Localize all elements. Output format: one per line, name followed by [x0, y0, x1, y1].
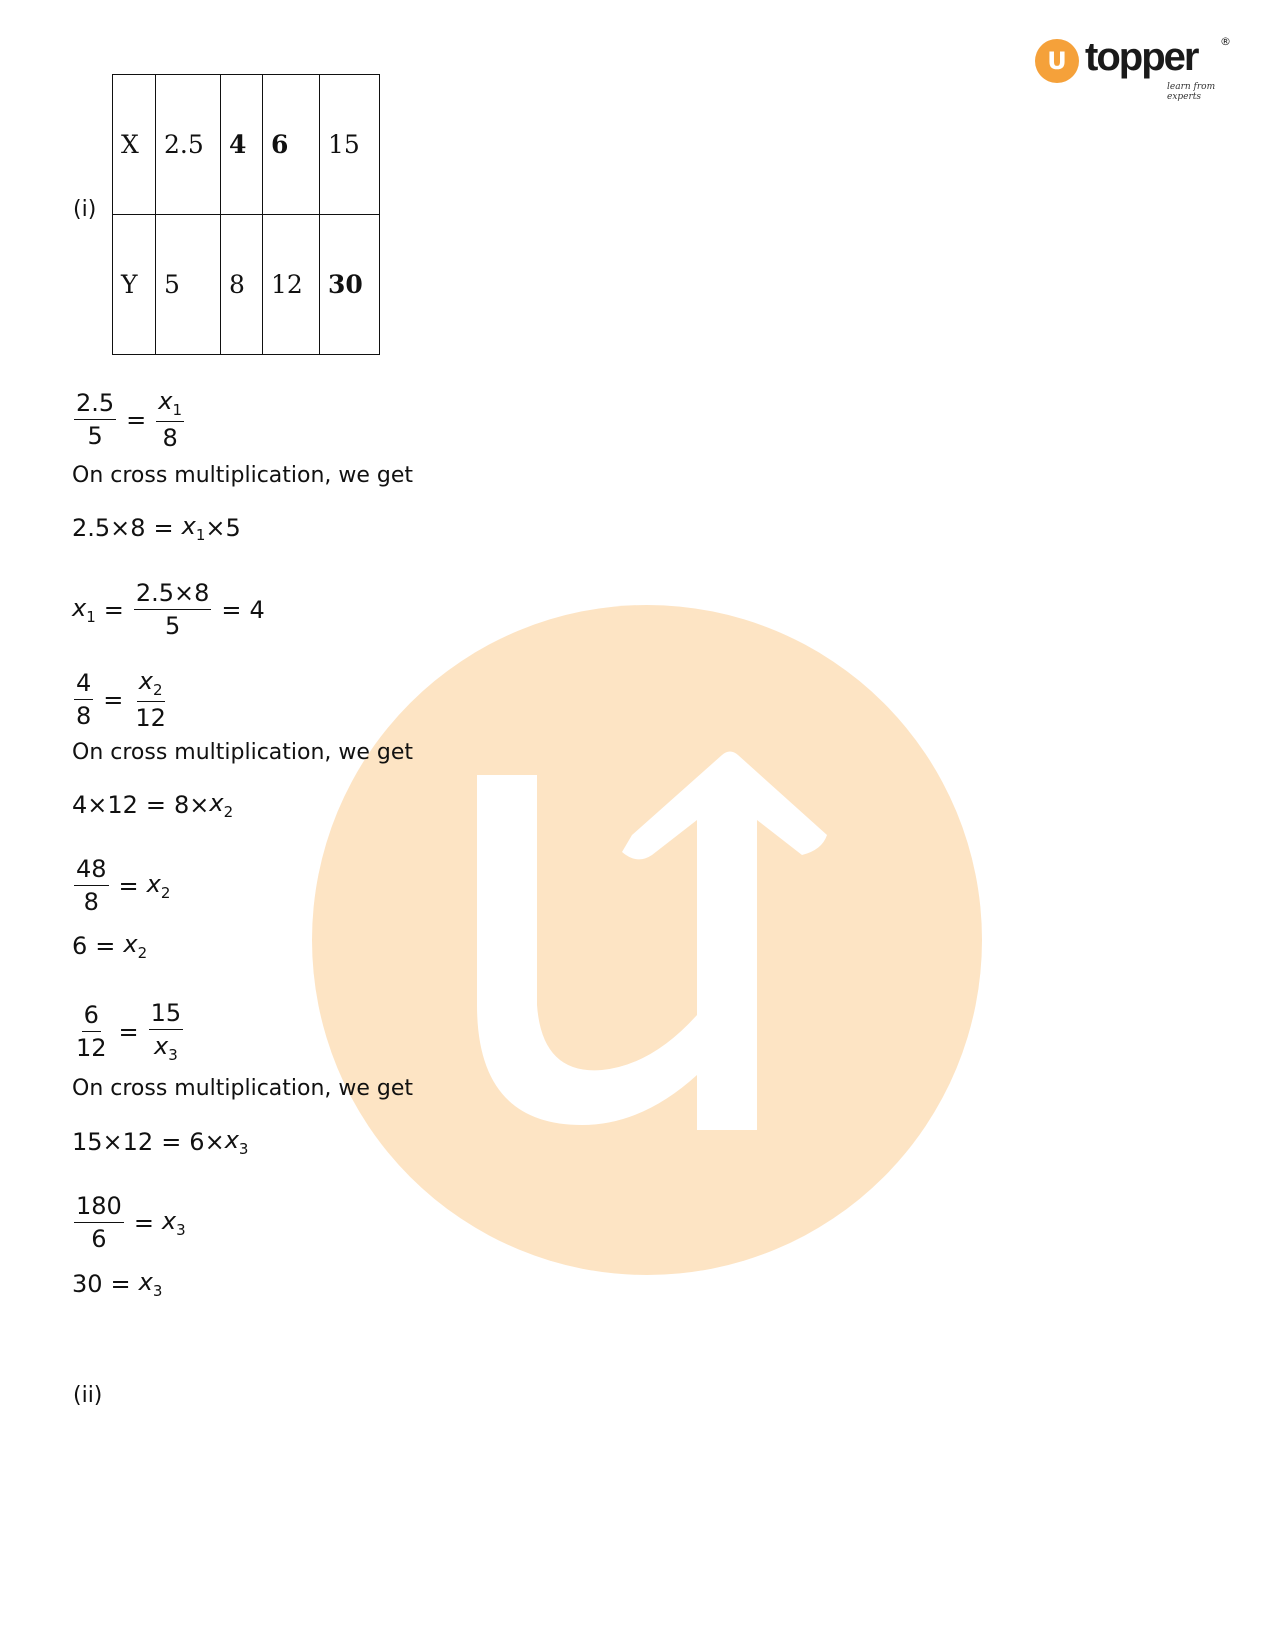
- subscript: 2: [137, 943, 148, 962]
- equation-result-x3: [72, 1268, 162, 1300]
- fraction-numerator: 6: [82, 1002, 101, 1032]
- equals-sign: =: [133, 1208, 154, 1237]
- equation-ratio-3: [72, 1000, 185, 1064]
- variable: x: [224, 1126, 239, 1154]
- expression: 15×12: [72, 1127, 154, 1156]
- equals-sign: =: [118, 1017, 139, 1046]
- equation-ratio-2: [72, 668, 170, 732]
- variable: x: [138, 1268, 153, 1296]
- fraction-denominator: 12: [76, 1034, 107, 1063]
- equation-cross-3: [72, 1126, 248, 1158]
- equals-sign: =: [103, 685, 124, 714]
- fraction-denominator: 8: [162, 424, 178, 453]
- fraction-denominator: 5: [164, 612, 181, 641]
- equation-divide-2: [72, 856, 170, 916]
- subscript: 3: [176, 1220, 186, 1239]
- variable: x: [181, 512, 196, 540]
- fraction-numerator: 180: [74, 1193, 124, 1223]
- variable: x: [154, 1032, 169, 1061]
- table-cell: 8: [221, 215, 263, 355]
- table-row: [113, 75, 380, 215]
- part-label-i: (i): [73, 197, 97, 222]
- logo-registered-mark: ®: [1220, 35, 1231, 48]
- table-cell: 30: [320, 215, 380, 355]
- variable: x: [161, 1206, 177, 1235]
- fraction-denominator: 8: [83, 888, 99, 917]
- equation-cross-1: [72, 512, 241, 544]
- equals-sign: =: [118, 871, 139, 900]
- fraction-numerator: 4: [74, 670, 93, 700]
- equals-sign: =: [153, 513, 174, 542]
- fraction-denominator: 6: [91, 1225, 107, 1254]
- equals-sign: =: [110, 1269, 131, 1298]
- topper-logo: [1035, 35, 1235, 102]
- subscript: 3: [238, 1139, 249, 1158]
- subscript: 2: [223, 802, 234, 821]
- variable: x: [123, 930, 138, 958]
- subscript: 3: [152, 1281, 163, 1300]
- equals-sign: =: [126, 405, 147, 434]
- fraction-denominator: 5: [87, 422, 103, 451]
- expression: 8×: [174, 790, 210, 819]
- subscript: 3: [168, 1046, 178, 1065]
- subscript: 1: [86, 607, 96, 626]
- table-cell: 12: [263, 215, 320, 355]
- logo-wordmark: topper: [1085, 35, 1198, 79]
- table-cell: 6: [263, 75, 320, 215]
- xy-table: [112, 74, 380, 355]
- table-cell: 4: [221, 75, 263, 215]
- equals-sign: =: [161, 1127, 182, 1156]
- table-cell: 5: [156, 215, 221, 355]
- expression: 6×: [189, 1127, 225, 1156]
- fraction-numerator: 48: [74, 856, 109, 886]
- equals-sign: =: [103, 595, 124, 624]
- result: 4: [249, 595, 265, 624]
- table-cell: 2.5: [156, 75, 221, 215]
- equals-sign: =: [95, 931, 116, 960]
- fraction-numerator: 15: [149, 1000, 184, 1030]
- table-cell: 15: [320, 75, 380, 215]
- fraction-numerator: 2.5: [74, 390, 116, 420]
- equation-solve-x1: [72, 580, 265, 640]
- subscript: 2: [152, 680, 163, 699]
- logo-tagline: learn from experts: [1167, 82, 1216, 102]
- fraction-denominator: 12: [135, 704, 166, 733]
- table-cell: Y: [113, 215, 156, 355]
- equation-ratio-1: [72, 388, 186, 452]
- table-cell: X: [113, 75, 156, 215]
- variable: x: [158, 387, 173, 415]
- expression: 2.5×8: [72, 513, 146, 542]
- equals-sign: =: [221, 595, 242, 624]
- explanation-text: On cross multiplication, we get: [72, 740, 414, 765]
- fraction-denominator: 8: [76, 702, 92, 731]
- subscript: 1: [195, 525, 206, 544]
- equals-sign: =: [145, 790, 167, 819]
- part-label-ii: (ii): [73, 1383, 103, 1408]
- variable: x: [72, 593, 87, 622]
- subscript: 2: [160, 883, 171, 902]
- explanation-text: On cross multiplication, we get: [72, 1076, 414, 1101]
- explanation-text: On cross multiplication, we get: [72, 463, 414, 488]
- result: 30: [72, 1269, 103, 1298]
- equation-result-x2: [72, 930, 147, 962]
- variable: x: [138, 667, 153, 695]
- expression: 4×12: [72, 790, 138, 819]
- subscript: 1: [172, 400, 183, 419]
- variable: x: [209, 789, 224, 817]
- expression: ×5: [205, 513, 241, 542]
- watermark-logo-icon: [312, 605, 982, 1275]
- equation-cross-2: [72, 789, 233, 821]
- equation-divide-3: [72, 1193, 186, 1253]
- variable: x: [146, 869, 161, 898]
- table-row: [113, 215, 380, 355]
- logo-badge-icon: U: [1035, 39, 1079, 83]
- fraction-numerator: 2.5×8: [134, 580, 212, 610]
- result: 6: [72, 931, 88, 960]
